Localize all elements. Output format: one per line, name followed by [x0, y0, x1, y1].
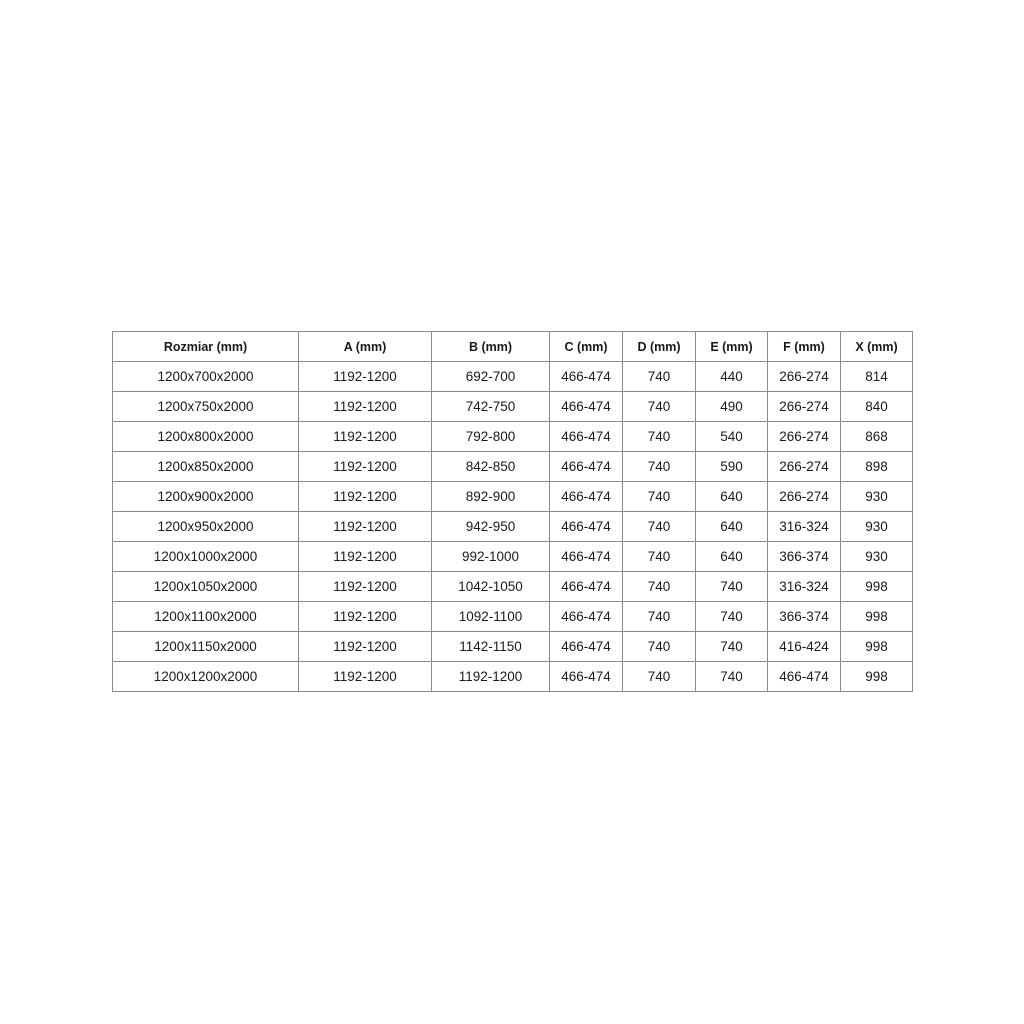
cell-rozmiar: 1200x800x2000 — [113, 422, 299, 452]
cell-e: 590 — [696, 452, 768, 482]
cell-x: 930 — [841, 482, 913, 512]
cell-f: 366-374 — [768, 602, 841, 632]
cell-a: 1192-1200 — [299, 512, 432, 542]
header-row — [113, 332, 913, 362]
cell-e: 740 — [696, 572, 768, 602]
cell-c: 466-474 — [550, 572, 623, 602]
table-row — [113, 452, 913, 482]
cell-d: 740 — [623, 632, 696, 662]
cell-f: 466-474 — [768, 662, 841, 692]
cell-b: 792-800 — [432, 422, 550, 452]
table-row — [113, 392, 913, 422]
cell-c: 466-474 — [550, 452, 623, 482]
cell-rozmiar: 1200x1200x2000 — [113, 662, 299, 692]
cell-c: 466-474 — [550, 362, 623, 392]
cell-d: 740 — [623, 392, 696, 422]
table-row — [113, 422, 913, 452]
table-row — [113, 572, 913, 602]
table-header — [113, 332, 913, 362]
table-row — [113, 602, 913, 632]
cell-b: 742-750 — [432, 392, 550, 422]
cell-f: 266-274 — [768, 422, 841, 452]
cell-b: 692-700 — [432, 362, 550, 392]
dimensions-table-container — [112, 331, 912, 692]
cell-e: 640 — [696, 542, 768, 572]
cell-f: 316-324 — [768, 572, 841, 602]
cell-b: 842-850 — [432, 452, 550, 482]
cell-d: 740 — [623, 482, 696, 512]
cell-f: 416-424 — [768, 632, 841, 662]
header-x: X (mm) — [841, 332, 913, 362]
cell-d: 740 — [623, 362, 696, 392]
cell-b: 1192-1200 — [432, 662, 550, 692]
cell-f: 266-274 — [768, 482, 841, 512]
cell-d: 740 — [623, 512, 696, 542]
header-b: B (mm) — [432, 332, 550, 362]
cell-c: 466-474 — [550, 542, 623, 572]
header-a: A (mm) — [299, 332, 432, 362]
cell-rozmiar: 1200x1100x2000 — [113, 602, 299, 632]
table-row — [113, 482, 913, 512]
cell-x: 998 — [841, 602, 913, 632]
cell-c: 466-474 — [550, 602, 623, 632]
cell-b: 992-1000 — [432, 542, 550, 572]
cell-x: 898 — [841, 452, 913, 482]
cell-x: 998 — [841, 662, 913, 692]
cell-rozmiar: 1200x1150x2000 — [113, 632, 299, 662]
cell-rozmiar: 1200x750x2000 — [113, 392, 299, 422]
cell-b: 942-950 — [432, 512, 550, 542]
cell-a: 1192-1200 — [299, 362, 432, 392]
cell-c: 466-474 — [550, 632, 623, 662]
cell-f: 366-374 — [768, 542, 841, 572]
cell-c: 466-474 — [550, 422, 623, 452]
cell-f: 266-274 — [768, 452, 841, 482]
cell-d: 740 — [623, 662, 696, 692]
cell-f: 266-274 — [768, 392, 841, 422]
header-e: E (mm) — [696, 332, 768, 362]
cell-a: 1192-1200 — [299, 632, 432, 662]
cell-x: 930 — [841, 542, 913, 572]
cell-c: 466-474 — [550, 512, 623, 542]
cell-a: 1192-1200 — [299, 452, 432, 482]
cell-b: 1092-1100 — [432, 602, 550, 632]
dimensions-table — [112, 331, 913, 692]
cell-a: 1192-1200 — [299, 572, 432, 602]
cell-a: 1192-1200 — [299, 422, 432, 452]
cell-f: 266-274 — [768, 362, 841, 392]
table-body — [113, 362, 913, 692]
cell-a: 1192-1200 — [299, 542, 432, 572]
table-row — [113, 662, 913, 692]
table-row — [113, 362, 913, 392]
cell-d: 740 — [623, 572, 696, 602]
cell-e: 740 — [696, 602, 768, 632]
cell-a: 1192-1200 — [299, 482, 432, 512]
cell-e: 490 — [696, 392, 768, 422]
cell-e: 640 — [696, 482, 768, 512]
cell-x: 814 — [841, 362, 913, 392]
cell-a: 1192-1200 — [299, 602, 432, 632]
cell-e: 740 — [696, 662, 768, 692]
cell-rozmiar: 1200x1050x2000 — [113, 572, 299, 602]
table-row — [113, 632, 913, 662]
header-c: C (mm) — [550, 332, 623, 362]
table-row — [113, 512, 913, 542]
cell-rozmiar: 1200x700x2000 — [113, 362, 299, 392]
cell-a: 1192-1200 — [299, 392, 432, 422]
header-rozmiar: Rozmiar (mm) — [113, 332, 299, 362]
table-row — [113, 542, 913, 572]
cell-a: 1192-1200 — [299, 662, 432, 692]
cell-b: 1142-1150 — [432, 632, 550, 662]
cell-d: 740 — [623, 542, 696, 572]
cell-d: 740 — [623, 602, 696, 632]
cell-rozmiar: 1200x900x2000 — [113, 482, 299, 512]
cell-d: 740 — [623, 452, 696, 482]
cell-x: 930 — [841, 512, 913, 542]
cell-c: 466-474 — [550, 392, 623, 422]
cell-e: 740 — [696, 632, 768, 662]
cell-x: 998 — [841, 572, 913, 602]
cell-b: 892-900 — [432, 482, 550, 512]
header-d: D (mm) — [623, 332, 696, 362]
cell-f: 316-324 — [768, 512, 841, 542]
cell-rozmiar: 1200x1000x2000 — [113, 542, 299, 572]
cell-x: 998 — [841, 632, 913, 662]
cell-e: 640 — [696, 512, 768, 542]
cell-rozmiar: 1200x950x2000 — [113, 512, 299, 542]
cell-e: 440 — [696, 362, 768, 392]
cell-x: 840 — [841, 392, 913, 422]
header-f: F (mm) — [768, 332, 841, 362]
cell-c: 466-474 — [550, 482, 623, 512]
cell-d: 740 — [623, 422, 696, 452]
cell-c: 466-474 — [550, 662, 623, 692]
cell-x: 868 — [841, 422, 913, 452]
cell-e: 540 — [696, 422, 768, 452]
cell-b: 1042-1050 — [432, 572, 550, 602]
cell-rozmiar: 1200x850x2000 — [113, 452, 299, 482]
